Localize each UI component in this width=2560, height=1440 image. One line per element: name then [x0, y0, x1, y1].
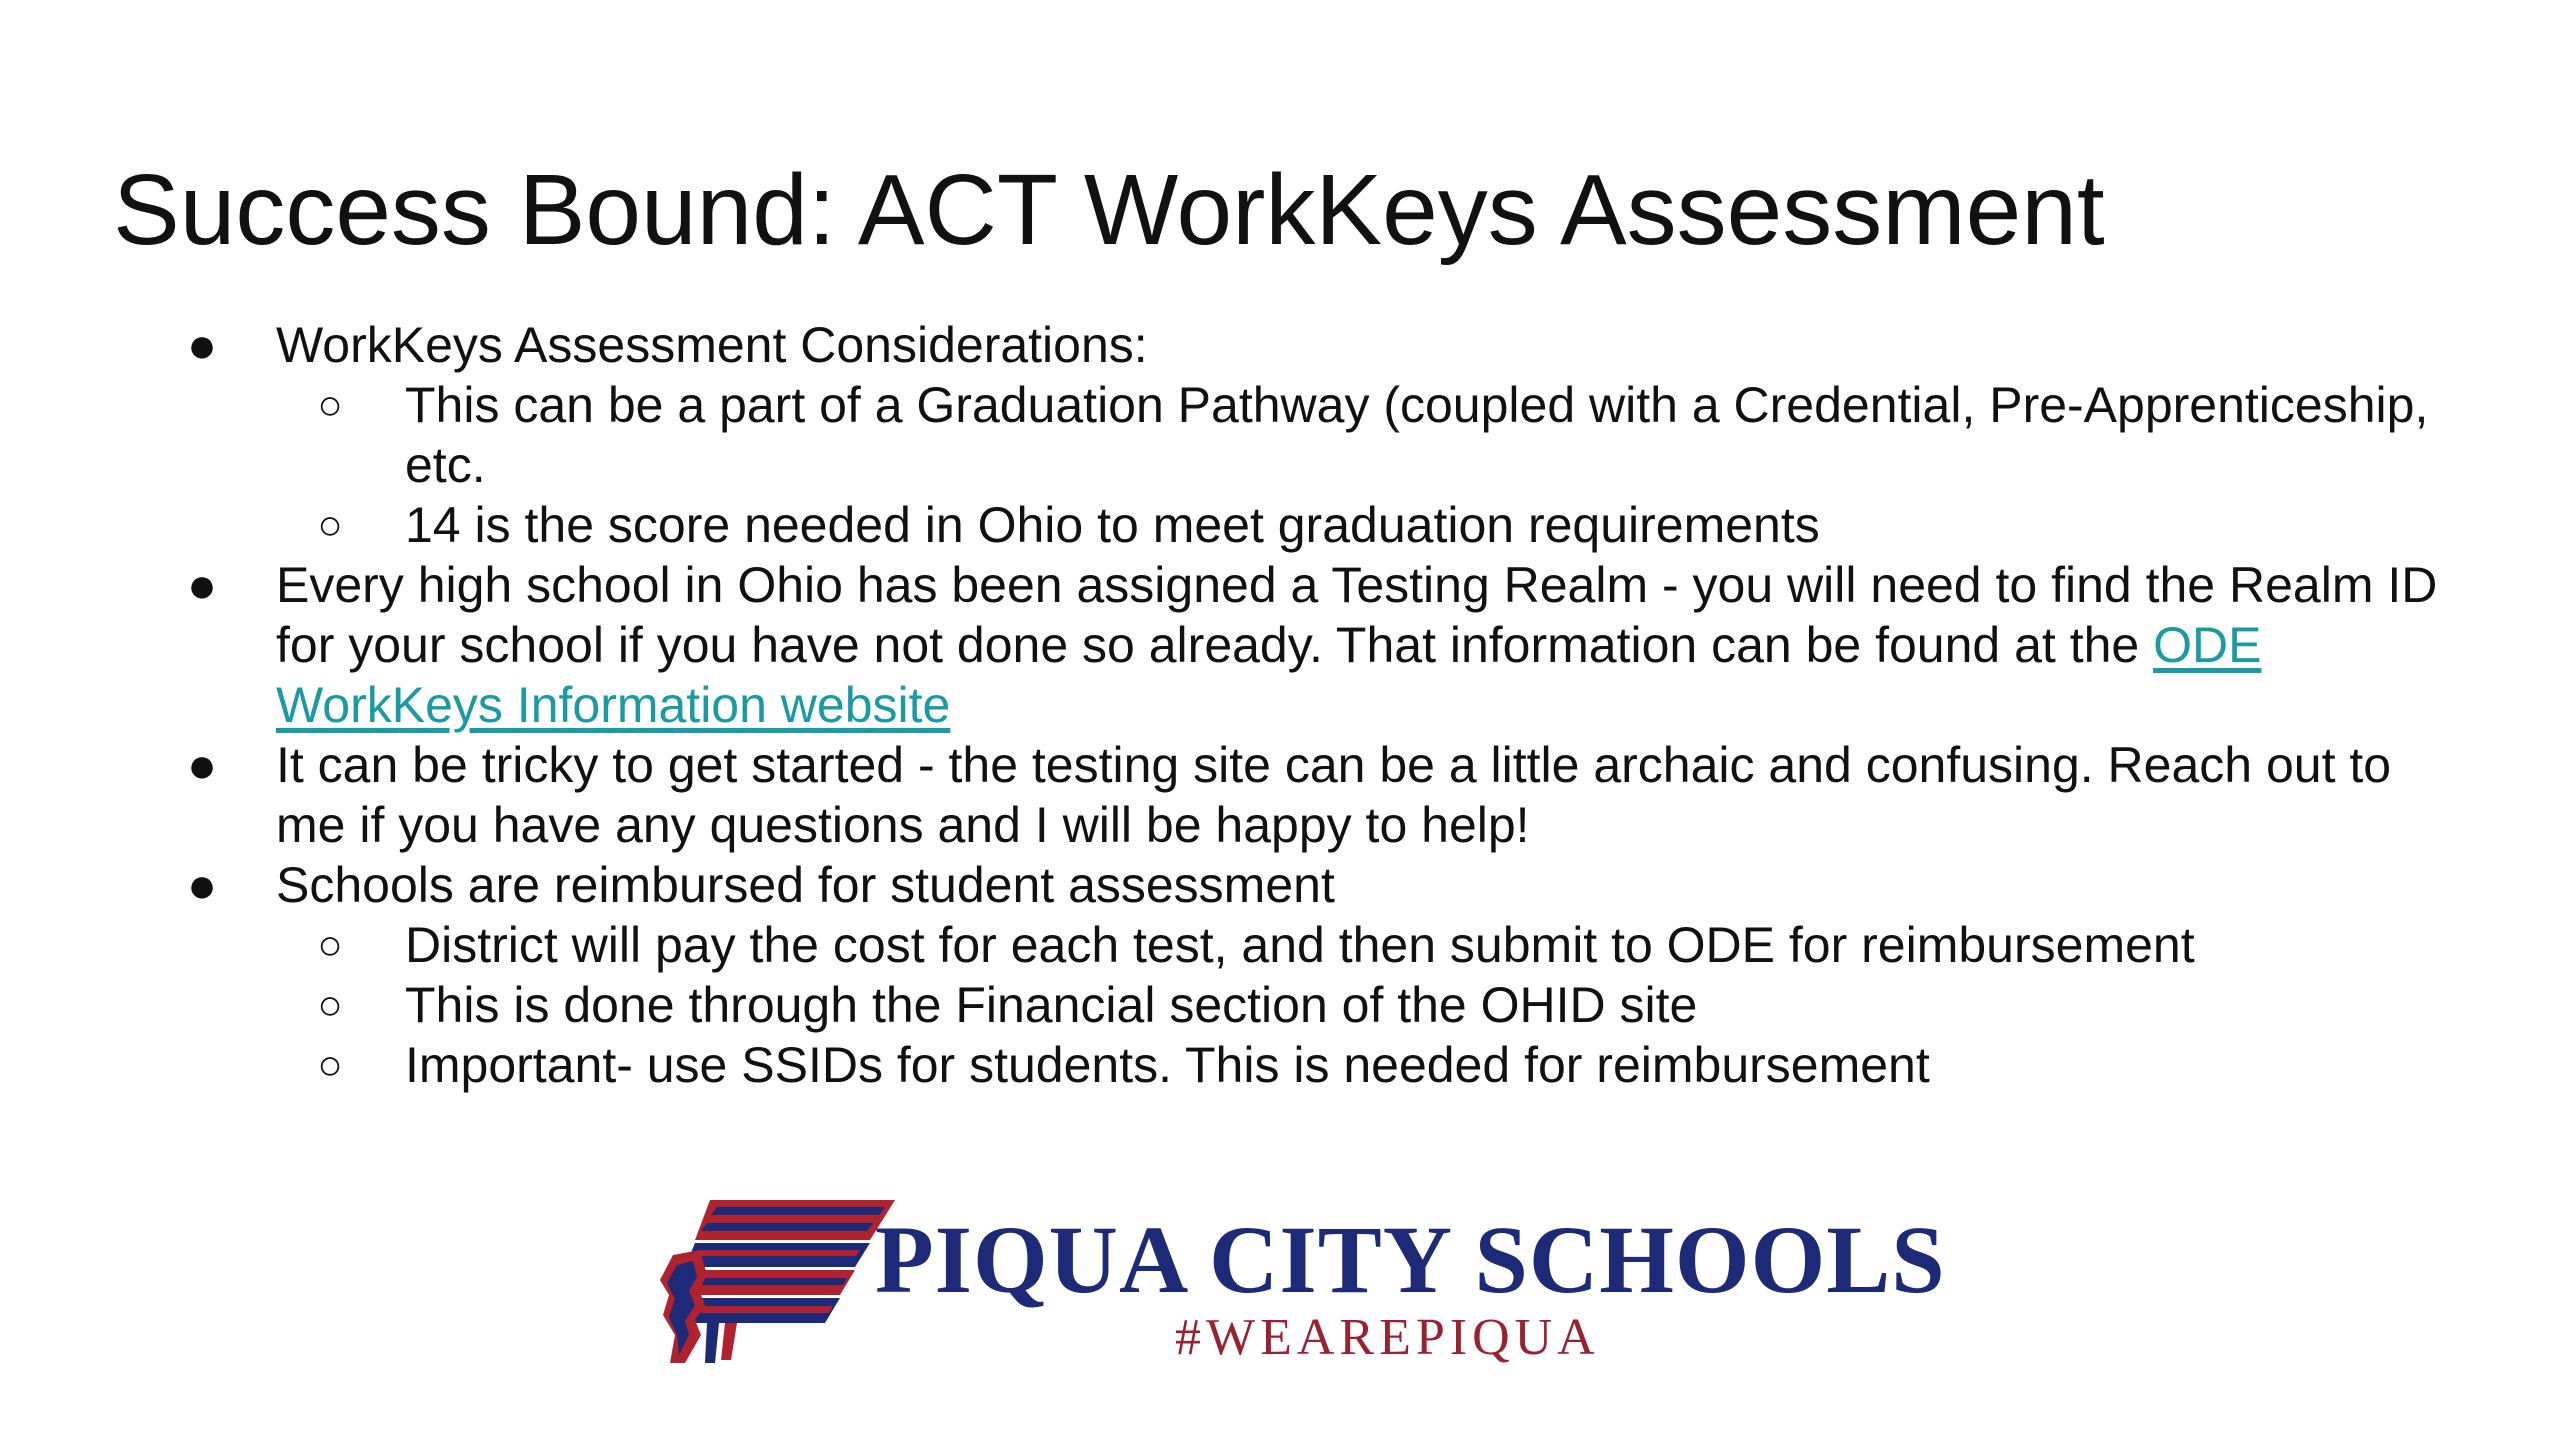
sub-bullet-marker: ○	[317, 921, 343, 968]
sub-bullet-marker: ○	[317, 1041, 343, 1088]
bullet-item	[0, 855, 2560, 915]
logo-school-name: PIQUA CITY SCHOOLS	[875, 1206, 1946, 1313]
sub-bullet-marker: ○	[317, 501, 343, 548]
bullet-item	[0, 555, 2560, 735]
bullet-marker: ●	[186, 857, 218, 913]
bullet-text: It can be tricky to get started - the testing site can be a little archaic and confusing. Reach out to me if you have any questions and I will be happy to help!	[276, 737, 2392, 853]
bullet-marker: ●	[186, 317, 218, 373]
ode-workkeys-link[interactable]: ODE WorkKeys Information website	[276, 617, 2262, 733]
sub-bullet-item	[0, 1035, 2560, 1095]
indian-head-logo-icon	[655, 1195, 895, 1365]
sub-bullet-marker: ○	[317, 381, 343, 428]
bullet-item	[0, 735, 2560, 855]
bullet-item	[0, 315, 2560, 375]
sub-bullet-marker: ○	[317, 981, 343, 1028]
sub-bullet-text: 14 is the score needed in Ohio to meet graduation requirements	[405, 497, 1820, 553]
bullet-text: WorkKeys Assessment Considerations:	[276, 317, 1148, 373]
bullet-text-with-link	[276, 555, 2460, 735]
bullet-text: Every high school in Ohio has been assigned a Testing Realm - you will need to find the Realm ID for your school if you have not done so already. That information can be found at the	[276, 557, 2438, 673]
bullet-list	[0, 315, 2560, 1095]
sub-bullet-item	[0, 375, 2560, 495]
sub-bullet-text: District will pay the cost for each test, and then submit to ODE for reimbursement	[405, 917, 2195, 973]
bullet-text: Schools are reimbursed for student assessment	[276, 857, 1335, 913]
bullet-marker: ●	[186, 557, 218, 613]
sub-bullet-item	[0, 915, 2560, 975]
school-logo	[655, 1190, 1946, 1380]
sub-bullet-item	[0, 495, 2560, 555]
logo-tagline: #WEAREPIQUA	[1175, 1309, 1600, 1366]
sub-bullet-item	[0, 975, 2560, 1035]
sub-bullet-text: This is done through the Financial section of the OHID site	[405, 977, 1698, 1033]
slide-title: Success Bound: ACT WorkKeys Assessment	[113, 154, 2105, 266]
sub-bullet-text: This can be a part of a Graduation Pathway (coupled with a Credential, Pre-Apprenticeship, etc.	[405, 377, 2429, 493]
bullet-marker: ●	[186, 737, 218, 793]
sub-bullet-text: Important- use SSIDs for students. This is needed for reimbursement	[405, 1037, 1930, 1093]
